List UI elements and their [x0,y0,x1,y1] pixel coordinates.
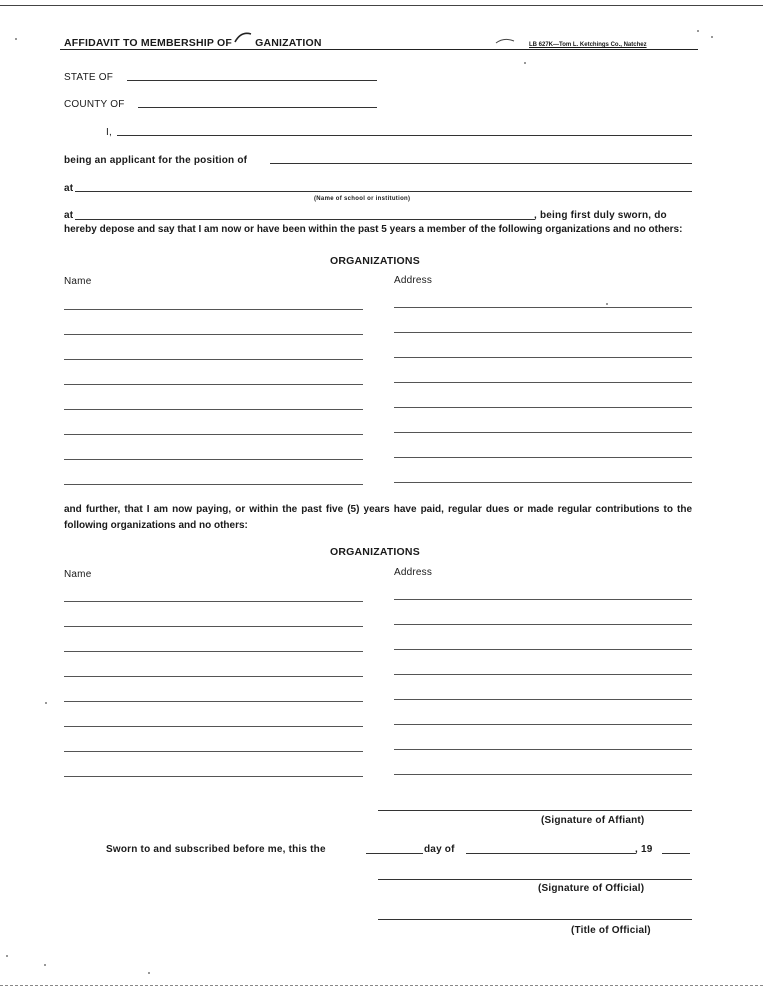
scan-speck [148,972,150,974]
org2-name-line-1[interactable] [64,601,363,602]
organizations-heading-1: ORGANIZATIONS [330,255,420,267]
org2-name-line-7[interactable] [64,751,363,752]
org2-address-line-8[interactable] [394,774,692,775]
org2-name-line-3[interactable] [64,651,363,652]
year-field[interactable] [662,853,690,854]
torn-mark [235,36,255,46]
sworn-tail-text: , being first duly sworn, do [534,210,667,221]
sworn-prefix-text: Sworn to and subscribed before me, this the [106,844,326,855]
org2-address-line-5[interactable] [394,699,692,700]
scan-speck [15,38,17,40]
scan-speck [697,30,699,32]
org1-name-line-7[interactable] [64,459,363,460]
affiant-name-label: I, [106,127,112,138]
month-field[interactable] [466,853,636,854]
state-field[interactable] [127,80,377,81]
position-field[interactable] [270,163,692,164]
org2-name-line-2[interactable] [64,626,363,627]
org2-address-line-3[interactable] [394,649,692,650]
scan-edge-rule [0,5,763,6]
official-signature-label: (Signature of Official) [538,883,645,894]
publisher-imprint: LB 627K—Tom L. Ketchings Co., Natchez [529,42,647,48]
school-at-label: at [64,183,74,194]
org1-address-line-5[interactable] [394,407,692,408]
org2-address-line-6[interactable] [394,724,692,725]
scan-speck [45,702,47,704]
affiant-signature-line[interactable] [378,810,692,811]
org1-address-line-3[interactable] [394,357,692,358]
official-title-label: (Title of Official) [571,925,651,936]
org1-address-line-4[interactable] [394,382,692,383]
location-at-label: at [64,210,74,221]
name-column-label-2: Name [64,569,92,580]
location-field[interactable] [75,219,535,220]
org1-name-line-2[interactable] [64,334,363,335]
header-rule [60,49,698,50]
scan-mark [494,32,516,50]
org2-address-line-7[interactable] [394,749,692,750]
form-title-part-1: AFFIDAVIT TO MEMBERSHIP OF [64,37,236,49]
org1-address-line-8[interactable] [394,482,692,483]
affiant-signature-label: (Signature of Affiant) [541,815,645,826]
scan-speck [606,303,608,305]
address-column-label-2: Address [394,567,433,578]
org1-address-line-6[interactable] [394,432,692,433]
org1-name-line-3[interactable] [64,359,363,360]
org2-name-line-4[interactable] [64,676,363,677]
org2-address-line-4[interactable] [394,674,692,675]
form-title-part-2: GANIZATION [255,37,322,49]
org2-address-line-1[interactable] [394,599,692,600]
school-field-note: (Name of school or institution) [314,196,411,202]
org1-name-line-4[interactable] [64,384,363,385]
further-paragraph: and further, that I am now paying, or within the past five (5) years have paid, regular dues or made regular contributions to the following organizations and no others: [64,504,692,531]
org1-address-line-1[interactable] [394,307,692,308]
org2-name-line-6[interactable] [64,726,363,727]
oath-paragraph: hereby depose and say that I am now or have been within the past 5 years a member of the following organizations and no others: [64,224,683,235]
affiant-name-field[interactable] [117,135,692,136]
day-of-text: day of [424,844,455,855]
address-column-label-1: Address [394,275,433,286]
scan-speck [6,955,8,957]
org1-address-line-2[interactable] [394,332,692,333]
applicant-position-label: being an applicant for the position of [64,155,248,166]
org2-name-line-8[interactable] [64,776,363,777]
day-field[interactable] [366,853,423,854]
name-column-label-1: Name [64,276,92,287]
org1-name-line-8[interactable] [64,484,363,485]
year-prefix-text: , 19 [635,844,653,855]
scan-speck [711,36,713,38]
scan-speck [524,62,526,64]
org1-name-line-6[interactable] [64,434,363,435]
official-signature-line[interactable] [378,879,692,880]
official-title-line[interactable] [378,919,692,920]
county-label: COUNTY OF [64,99,125,110]
org1-name-line-5[interactable] [64,409,363,410]
county-field[interactable] [138,107,377,108]
school-field[interactable] [75,191,692,192]
org1-name-line-1[interactable] [64,309,363,310]
organizations-heading-2: ORGANIZATIONS [330,546,420,558]
scan-edge-bottom [0,985,763,986]
org1-address-line-7[interactable] [394,457,692,458]
form-title [64,36,322,49]
state-label: STATE OF [64,72,114,83]
scan-speck [44,964,46,966]
org2-address-line-2[interactable] [394,624,692,625]
org2-name-line-5[interactable] [64,701,363,702]
